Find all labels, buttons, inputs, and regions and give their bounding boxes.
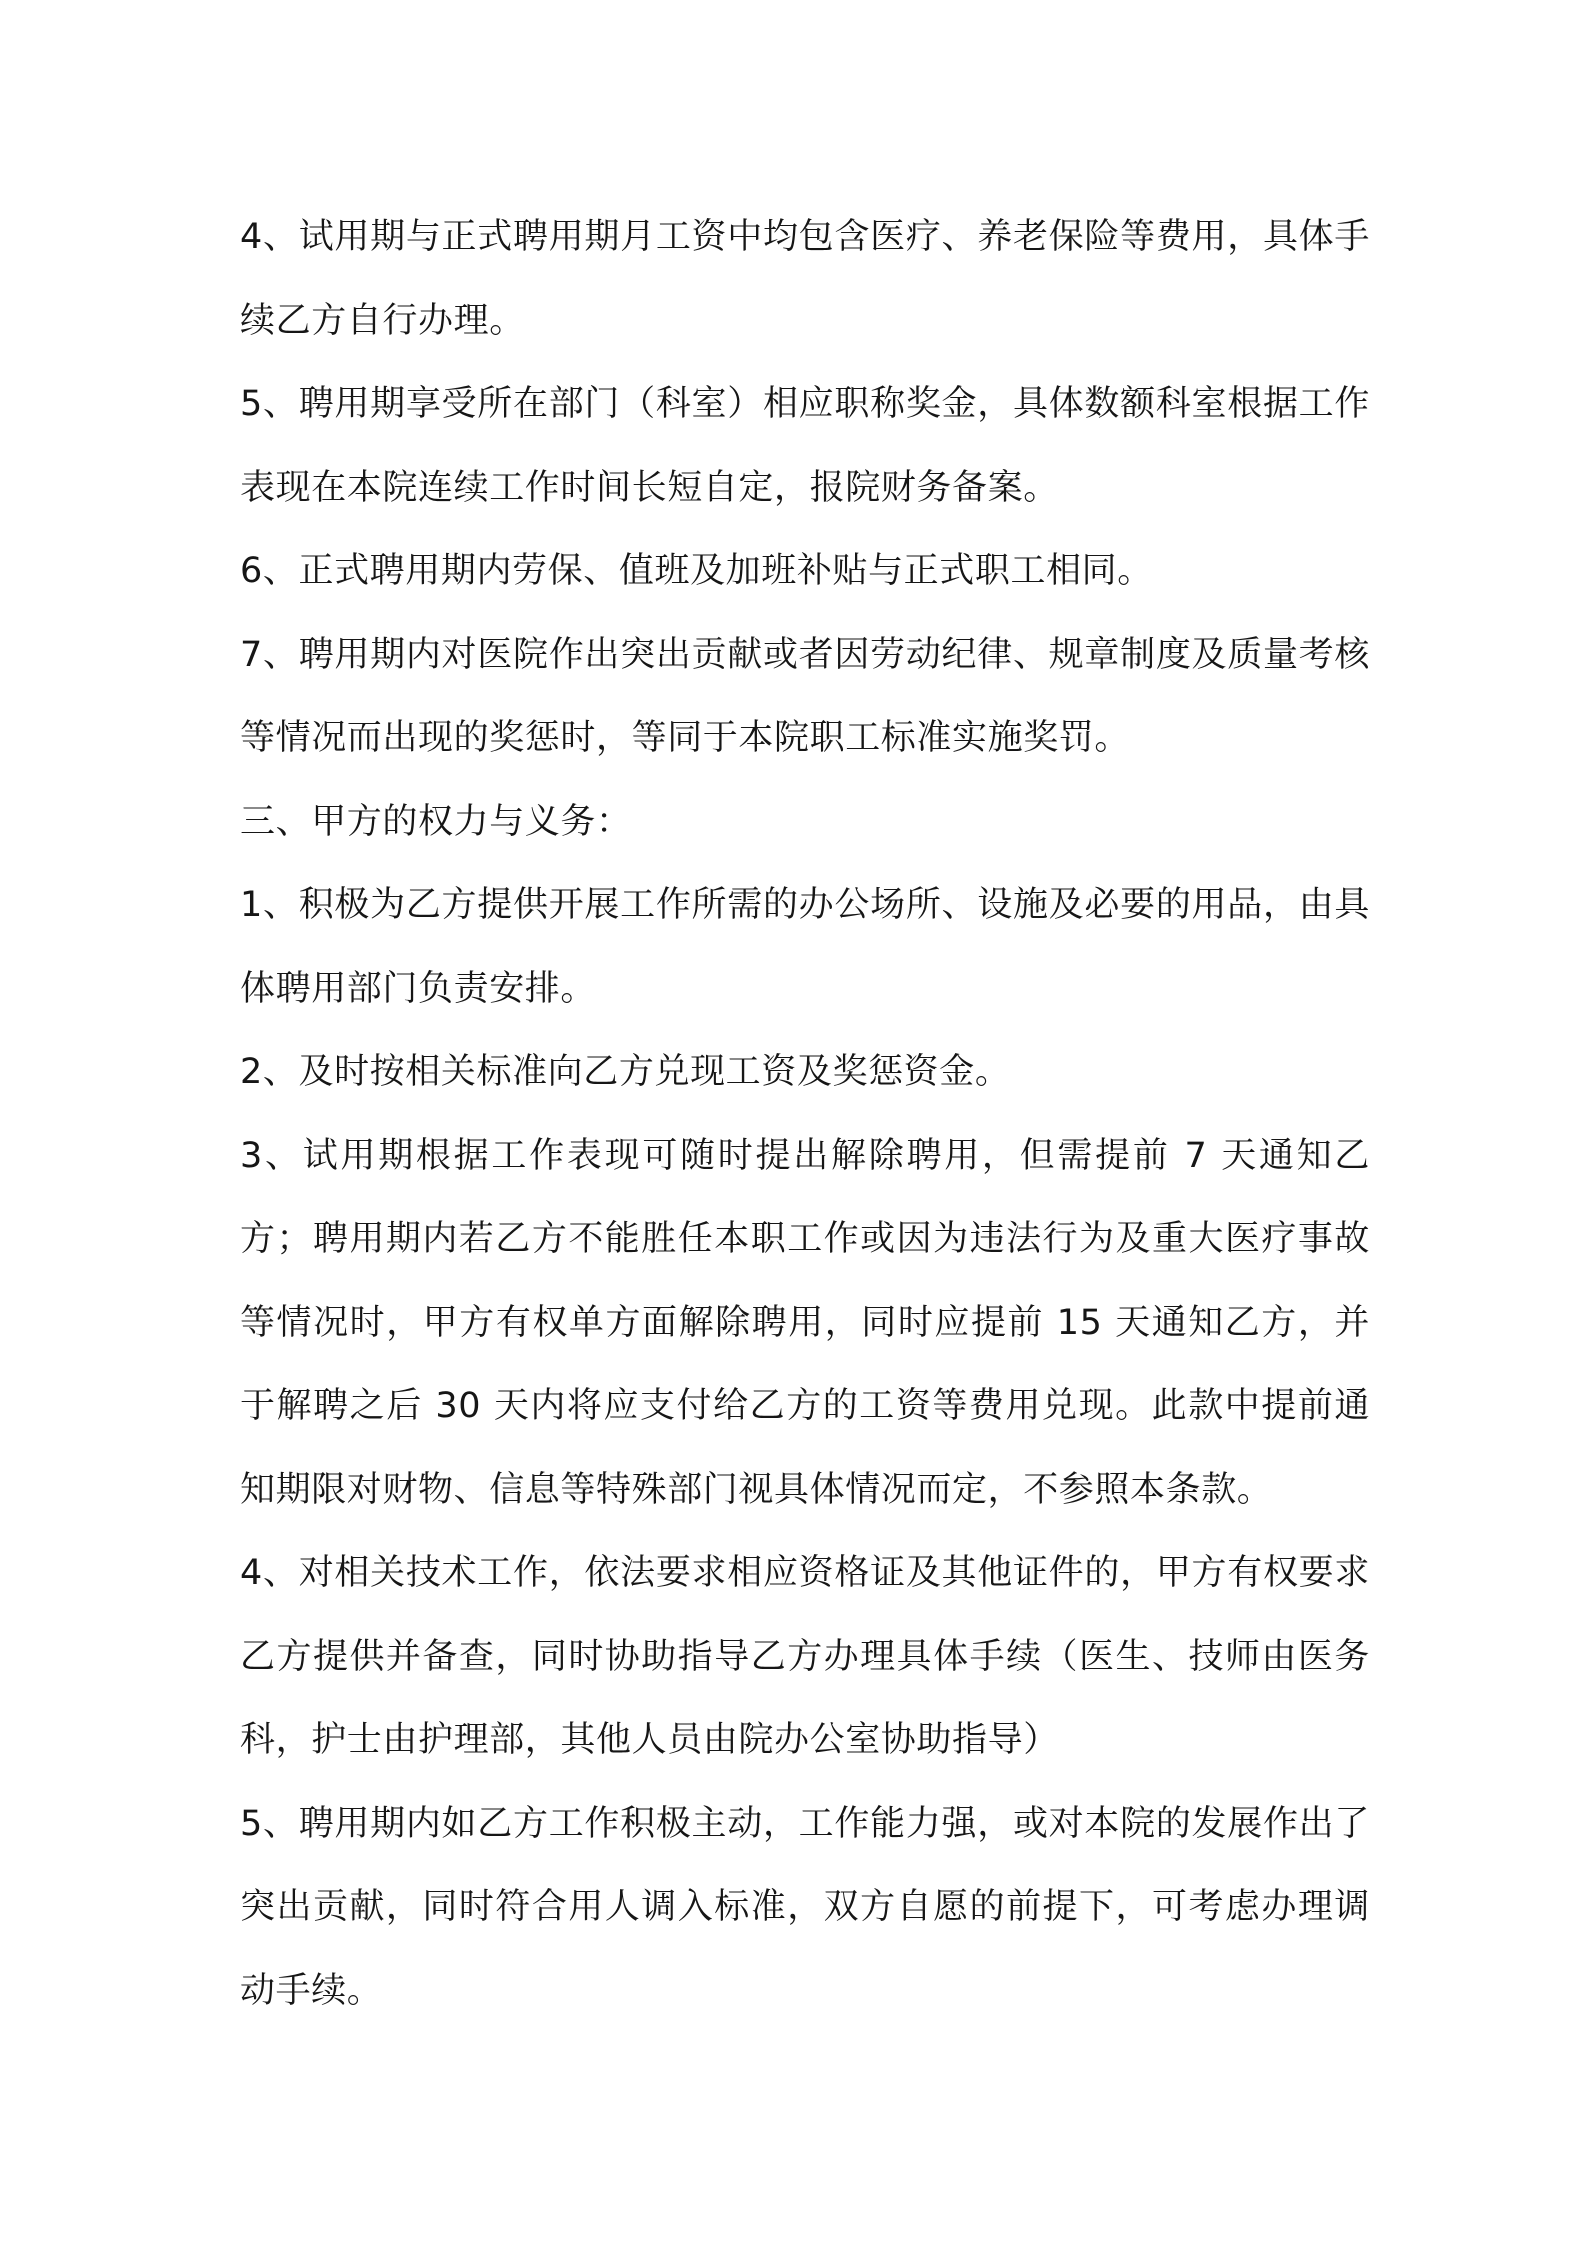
paragraph-office-facilities: 1、积极为乙方提供开展工作所需的办公场所、设施及必要的用品，由具体聘用部门负责安排。	[240, 885, 1370, 1009]
paragraph-salary-insurance: 4、试用期与正式聘用期月工资中均包含医疗、养老保险等费用，具体手续乙方自行办理。	[240, 217, 1370, 341]
paragraph-allowance: 6、正式聘用期内劳保、值班及加班补贴与正式职工相同。	[240, 551, 1153, 591]
document-body	[240, 196, 1370, 2033]
paragraph-certificates: 4、对相关技术工作，依法要求相应资格证及其他证件的，甲方有权要求乙方提供并备查，同时协助指导乙方办理具体手续（医生、技师由医务科，护士由护理部，其他人员由院办公室协助指导）	[240, 1553, 1370, 1760]
section-heading-party-a: 三、甲方的权力与义务：	[240, 801, 632, 842]
paragraph-payment: 2、及时按相关标准向乙方兑现工资及奖惩资金。	[240, 1052, 1011, 1092]
paragraph-rewards-penalties: 7、聘用期内对医院作出突出贡献或者因劳动纪律、规章制度及质量考核等情况而出现的奖惩时，等同于本院职工标准实施奖罚。	[240, 634, 1370, 758]
paragraph-transfer: 5、聘用期内如乙方工作积极主动，工作能力强，或对本院的发展作出了突出贡献，同时符合用人调入标准，双方自愿的前提下，可考虑办理调动手续。	[240, 1803, 1370, 2011]
paragraph-termination: 3、试用期根据工作表现可随时提出解除聘用，但需提前 7 天通知乙方；聘用期内若乙方不能胜任本职工作或因为违法行为及重大医疗事故等情况时，甲方有权单方面解除聘用，同时应提前 15 天通知乙方，并于解聘之后 30 天内将应支付给乙方的工资等费用兑现。此款中提前通知期限对财物、信息等特殊部门视具体情况而定，不参照本条款。	[240, 1135, 1370, 1510]
paragraph-bonus: 5、聘用期享受所在部门（科室）相应职称奖金，具体数额科室根据工作表现在本院连续工作时间长短自定，报院财务备案。	[240, 384, 1370, 508]
